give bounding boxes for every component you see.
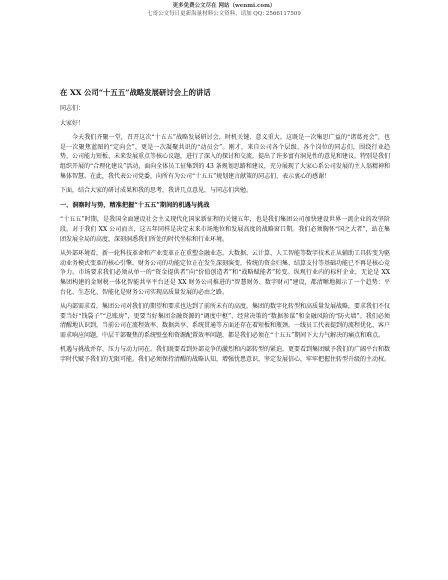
paragraph-opening: 今天我们齐聚一堂，召开这次“十五五”战略发展研讨会，时机关键、意义重大。这既是一次集思广益的“诸葛亮会”，也是一次聚焦蓝图的“定向会”，更是一次凝聚共识的“动员会”。刚才，来自公司各个层级、各个岗位的同志们，围绕行业趋势、公司能力短板、未来发展重点等核心议题，进行了深入的探讨和交流，提出了许多富有洞见性的意见和建议。特别是我们组织开展的“合理化建议”活动，面向全体员工征集到的 43 条规划思路和建议，充分展现了大家心系公司发展的主人翁精神和集体智慧。在此，我代表公司党委，向所有为公司“十五五”规划建言献策的同志们，表示衷心的感谢！ xyxy=(60,134,391,180)
document-body xyxy=(60,88,390,370)
header-line-2: 七哥公文每日更新海量材料公文资料，请加 QQ: 2566117509 xyxy=(147,11,301,17)
section-heading-1: 一、洞察时与势，精准把握“十五五”期间的机遇与挑战 xyxy=(60,201,210,209)
paragraph-era: “十五五”时期，是我国全面建设社会主义现代化国家新征程的关键五年，也是我们集团公司加快建设世界一流企业的攻坚阶段。对于我们 XX 公司而言，这五年同样是决定未来市场地位和发展高度的战略窗口期。我们必须胸怀“国之大者”，站在集团发展全局的高度，深刻洞悉我们所处的时代坐标和行业环境。 xyxy=(60,216,390,243)
document-title: 在 XX 公司“十五五”战略发展研讨会上的讲话 xyxy=(60,88,211,97)
paragraph-conclusion: 机遇与挑战并存，压力与动力同在。我们既要看到外部竞争的激烈和内部转型的紧迫，更要看到集团赋予我们的广阔平台和数字时代赋予我们的无限可能。我们必须保持清醒的战略认知，增强忧患意识，坚定发展信心，牢牢把握住转型升级的主动权。 xyxy=(60,346,391,364)
paragraph-transition: 下面，结合大家的研讨成果和我的思考，我讲几点意见，与同志们共勉。 xyxy=(60,187,253,195)
paragraph-internal: 从内部需求看，集团公司对我们的期望和要求也达到了前所未有的高度。集团的数字化转型和高质量发展战略，要求我们不仅要当好“钱袋子”“总账房”，更要当好集团金融资源的“调度中枢”、经营决策的“数据参谋”和金融风险的“防火墙”。我们必须清醒地认识到，当前公司在流程效率、数据共享、系统贯通等方面还存在着短板和瓶颈。一线员工代表提到的流程优化、客户需求响应问题，中层干部聚焦的系统壁垒和资源配置效率问题，都是我们必须在“十五五”期间下大力气解决的痛点和难点。 xyxy=(60,303,391,339)
greeting: 大家好！ xyxy=(60,119,85,127)
paragraph-external: 从外部环境看，新一轮科技革命和产业变革正在重塑金融业态。大数据、云计算、人工智能等数字技术正从辅助工具转变为驱动业务模式变革的核心引擎，财务公司的功能定位正在发生深刻演变，传统的资金归集、结算支付等基础功能已不再是核心竞争力。市场要求我们必须从单一的“资金提供者”向“价值创造者”和“战略赋能者”转变。纵观行业内的标杆企业，无论是 XX 集团构建的金财税一体化智能共享平台还是 XX 财务公司推进的“智慧财务、数字财司”建设，都清晰地揭示了一个趋势：平台化、生态化、智能化是财务公司实现高质量发展的必由之路。 xyxy=(60,250,391,296)
header-line-1: 更多免费公文尽在 网站（wenmi.com） xyxy=(172,3,276,9)
salutation: 同志们： xyxy=(60,105,85,112)
page-header xyxy=(0,0,448,18)
